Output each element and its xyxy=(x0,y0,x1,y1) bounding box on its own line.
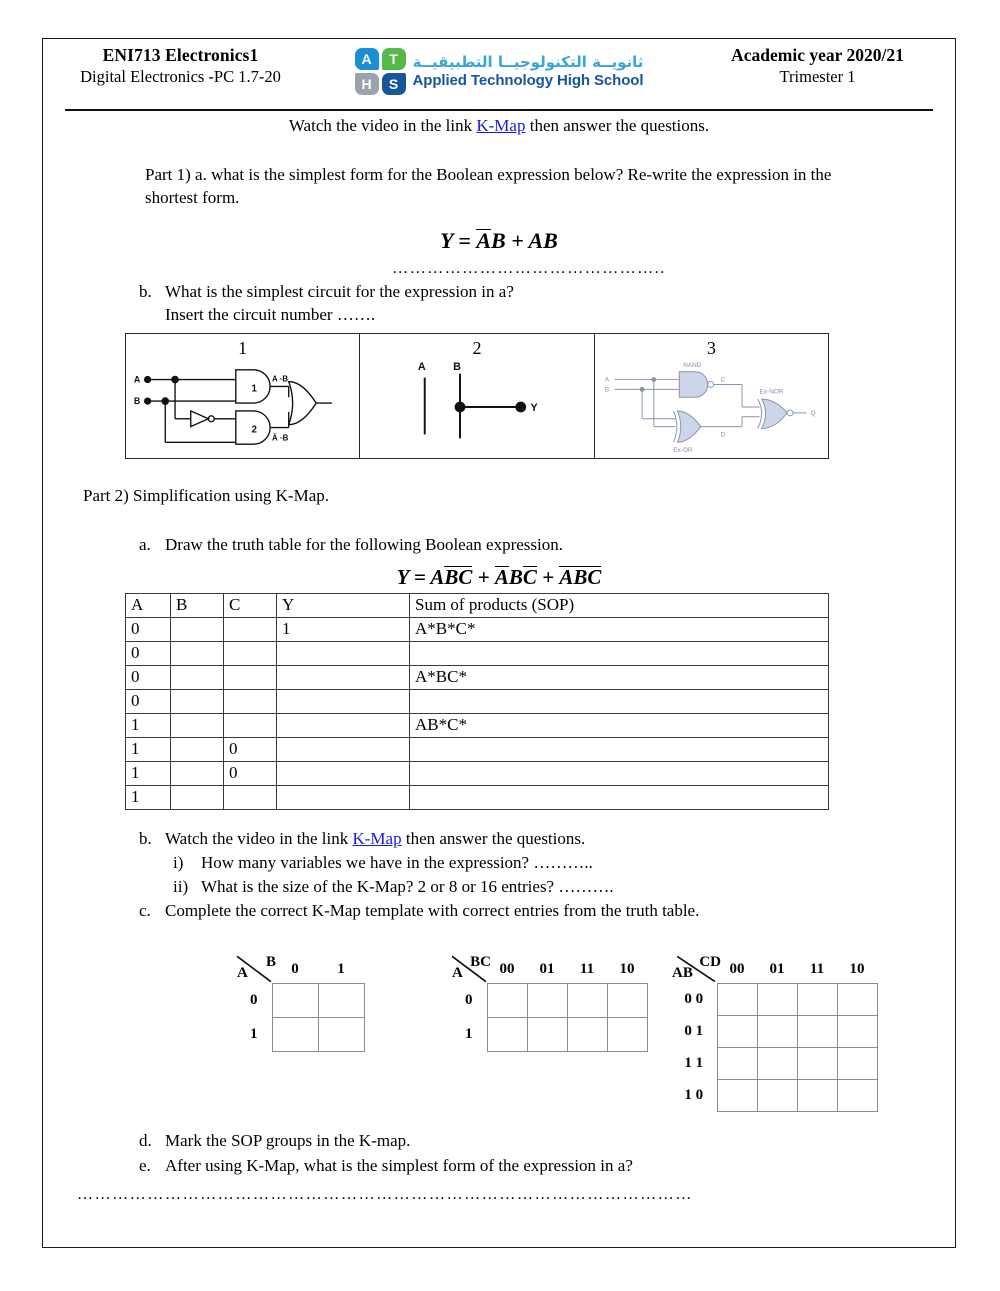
document-body xyxy=(43,115,955,1206)
circuit-2-input-b: B xyxy=(453,360,462,373)
kmap-4var-row-11: 1 1 xyxy=(671,1047,717,1079)
kmap-4var-col-10: 10 xyxy=(837,955,877,983)
cell-b[interactable] xyxy=(171,642,224,666)
kmap-4var-cell[interactable] xyxy=(837,1047,877,1079)
part1-insert-number: Insert the circuit number ……. xyxy=(165,305,376,325)
kmap-2var[interactable] xyxy=(236,955,365,1052)
circuit-options-table xyxy=(125,333,829,459)
cell-sop[interactable] xyxy=(410,689,829,713)
document-page xyxy=(42,38,956,1248)
part2-item-d xyxy=(61,1130,937,1153)
part2-item-b-i xyxy=(61,852,937,875)
cell-b[interactable] xyxy=(171,713,224,737)
cell-c[interactable] xyxy=(224,785,277,809)
kmap-3var-col-00: 00 xyxy=(487,955,527,983)
circuit-3-exnor-label: Ex-NOR xyxy=(759,388,784,396)
part2-item-b-ii-marker: ii) xyxy=(173,876,189,896)
kmap-2var-grid[interactable] xyxy=(236,955,365,1052)
kmap-3var-col-var: BC xyxy=(470,954,491,971)
part2-item-b-ii xyxy=(61,876,937,899)
table-row[interactable] xyxy=(126,737,829,761)
kmap-2var-cell[interactable] xyxy=(272,983,318,1017)
kmap-3var-col-10: 10 xyxy=(607,955,647,983)
kmap-2var-cell[interactable] xyxy=(318,983,364,1017)
kmap-4var-cell[interactable] xyxy=(797,983,837,1015)
kmap-4var-cell[interactable] xyxy=(757,983,797,1015)
intro-before-link: Watch the video in the link xyxy=(288,116,477,135)
kmap-2var-col-0: 0 xyxy=(272,955,318,983)
truth-table-col-y: Y xyxy=(277,594,410,618)
kmap-4var-cell[interactable] xyxy=(837,1015,877,1047)
kmap-3var-col-01: 01 xyxy=(527,955,567,983)
kmap-2var-cell[interactable] xyxy=(272,1017,318,1051)
cell-sop[interactable]: A*BC* xyxy=(410,666,829,690)
equation-term1-bar: A xyxy=(476,227,492,253)
table-row[interactable] xyxy=(126,642,829,666)
kmap-templates xyxy=(61,949,937,1114)
part2-item-b-marker: b. xyxy=(139,828,152,848)
logo-square-s: S xyxy=(382,73,406,95)
kmap-2var-row-1: 1 xyxy=(236,1017,272,1051)
truth-table xyxy=(125,593,829,809)
header-right xyxy=(680,45,955,88)
part2-item-d-marker: d. xyxy=(139,1131,152,1151)
kmap-4var-cell[interactable] xyxy=(757,1047,797,1079)
kmap-3var-cell[interactable] xyxy=(607,983,647,1017)
kmap-4var-row-00: 0 0 xyxy=(671,983,717,1015)
logo-text xyxy=(413,54,644,89)
part2-equation: Y = ABC + ABC + ABC xyxy=(396,564,602,589)
school-logo xyxy=(355,48,644,95)
part2-item-a-text: Draw the truth table for the following Boolean expression. xyxy=(165,534,563,554)
table-row[interactable] xyxy=(126,666,829,690)
kmap-3var-cell[interactable] xyxy=(527,1017,567,1051)
cell-sop[interactable] xyxy=(410,737,829,761)
cell-b[interactable] xyxy=(171,737,224,761)
kmap-3var-cell[interactable] xyxy=(607,1017,647,1051)
circuit-1-gate-1-label: 1 xyxy=(251,383,257,395)
cell-b[interactable] xyxy=(171,785,224,809)
header-left xyxy=(43,45,318,88)
cell-sop[interactable] xyxy=(410,642,829,666)
part2-item-b-ii-text: What is the size of the K-Map? 2 or 8 or 16 entries? ………. xyxy=(201,876,614,896)
cell-a[interactable]: 1 xyxy=(126,785,171,809)
final-answer-dots: …………………………………………………………………………………………… xyxy=(77,1186,693,1204)
truth-table-header-row xyxy=(126,594,829,618)
header-divider xyxy=(65,109,933,111)
kmap-4var-cell[interactable] xyxy=(837,983,877,1015)
kmap-4var-col-11: 11 xyxy=(797,955,837,983)
cell-c[interactable] xyxy=(224,642,277,666)
kmap-4var-corner xyxy=(671,954,721,983)
circuit-option-3[interactable] xyxy=(595,334,828,458)
circuit-3-nand-label: NAND xyxy=(682,361,701,369)
circuit-1-out-bottom-label: A̅ ▫B xyxy=(272,433,289,443)
table-row[interactable] xyxy=(126,618,829,642)
equation-term1-rest: B xyxy=(491,227,506,253)
kmap-4var-row-var: AB xyxy=(672,965,693,982)
part1-item-b-text: What is the simplest circuit for the expression in a? xyxy=(165,282,514,302)
kmap-3var-row-1: 1 xyxy=(451,1017,487,1051)
kmap-3var-col-11: 11 xyxy=(567,955,607,983)
part2-item-c-text: Complete the correct K-Map template with correct entries from the truth table. xyxy=(165,901,700,921)
cell-b[interactable] xyxy=(171,666,224,690)
circuit-2-input-a: A xyxy=(418,360,426,373)
equation-plus: + xyxy=(505,227,529,253)
table-row[interactable] xyxy=(126,689,829,713)
logo-arabic-name: ثانويــة التكنولوجيــا التطبيقيــة xyxy=(412,53,644,72)
kmap-4var-cell[interactable] xyxy=(797,1079,837,1111)
cell-y[interactable] xyxy=(277,689,410,713)
academic-year: Academic year 2020/21 xyxy=(731,45,904,65)
equation-term2: AB xyxy=(528,227,558,253)
kmap-4var-cell[interactable] xyxy=(717,1047,757,1079)
cell-c[interactable] xyxy=(224,618,277,642)
circuit-option-1[interactable] xyxy=(126,334,360,458)
part2-item-e-marker: e. xyxy=(139,1156,151,1176)
circuit-3-exor-label: Ex-OR xyxy=(673,447,693,455)
kmap-4var-cell[interactable] xyxy=(837,1079,877,1111)
kmap-4var-cell[interactable] xyxy=(797,1047,837,1079)
trimester: Trimester 1 xyxy=(779,66,856,86)
cell-y[interactable] xyxy=(277,785,410,809)
document-header xyxy=(43,39,955,101)
logo-square-h: H xyxy=(355,73,379,95)
cell-b[interactable] xyxy=(171,618,224,642)
kmap-3var[interactable] xyxy=(451,955,648,1052)
kmap-4var-cell[interactable] xyxy=(757,1079,797,1111)
cell-y[interactable] xyxy=(277,737,410,761)
part2-heading: Part 2) Simplification using K-Map. xyxy=(83,485,330,505)
kmap-4var-col-01: 01 xyxy=(757,955,797,983)
kmap-4var-row-10: 1 0 xyxy=(671,1079,717,1111)
logo-squares xyxy=(355,48,406,95)
course-code-title: ENI713 Electronics1 xyxy=(102,45,259,65)
cell-sop[interactable]: A*B*C* xyxy=(410,618,829,642)
cell-sop[interactable] xyxy=(410,785,829,809)
truth-table-col-c: C xyxy=(224,594,277,618)
cell-a[interactable]: 0 xyxy=(126,618,171,642)
circuit-1-diagram xyxy=(126,358,359,456)
cell-a[interactable]: 0 xyxy=(126,689,171,713)
part2-item-b xyxy=(61,828,937,851)
part1-item-b xyxy=(61,281,937,304)
part2-item-b-before-link: Watch the video in the link xyxy=(165,828,353,848)
kmap-4var[interactable] xyxy=(671,955,878,1112)
logo-square-a: A xyxy=(355,48,379,70)
truth-table-col-a: A xyxy=(126,594,171,618)
cell-a[interactable]: 0 xyxy=(126,642,171,666)
part2-item-b-i-text: How many variables we have in the expression? ……….. xyxy=(201,852,593,872)
kmap-3var-cell[interactable] xyxy=(567,983,607,1017)
cell-b[interactable] xyxy=(171,689,224,713)
part1-equation xyxy=(61,226,937,256)
kmap-2var-col-1: 1 xyxy=(318,955,364,983)
part2-item-a-marker: a. xyxy=(139,534,151,554)
circuit-1-number: 1 xyxy=(238,337,248,358)
kmap-3var-corner xyxy=(451,954,491,983)
part1-heading: Part 1) a. what is the simplest form for the Boolean expression below? Re-write the expression in the shortest form. xyxy=(145,164,832,207)
part1-answer-dots: ……………………………………….. xyxy=(392,259,666,277)
part2-item-b-after-link: then answer the questions. xyxy=(401,828,586,848)
kmap-2var-corner xyxy=(236,954,276,983)
kmap-4var-cell[interactable] xyxy=(717,1015,757,1047)
kmap-4var-cell[interactable] xyxy=(797,1015,837,1047)
part2-item-e-text: After using K-Map, what is the simplest form of the expression in a? xyxy=(165,1156,633,1176)
circuit-3-diagram xyxy=(595,358,828,456)
intro-line xyxy=(61,115,937,138)
circuit-2-number: 2 xyxy=(472,337,482,358)
part1-item-b-marker: b. xyxy=(139,282,152,302)
kmap-4var-row-01: 0 1 xyxy=(671,1015,717,1047)
cell-c[interactable]: 0 xyxy=(224,737,277,761)
cell-a[interactable]: 1 xyxy=(126,761,171,785)
kmap-link-part2[interactable]: K-Map xyxy=(352,828,402,848)
circuit-3-node-d: D xyxy=(720,431,725,439)
kmap-4var-col-var: CD xyxy=(699,954,721,971)
cell-sop[interactable]: AB*C* xyxy=(410,713,829,737)
kmap-3var-row-var: A xyxy=(452,965,463,982)
cell-a[interactable]: 0 xyxy=(126,666,171,690)
kmap-2var-col-var: B xyxy=(265,954,276,971)
cell-c[interactable] xyxy=(224,666,277,690)
kmap-4var-cell[interactable] xyxy=(717,983,757,1015)
circuit-3-number: 3 xyxy=(706,337,716,358)
course-subtitle: Digital Electronics -PC 1.7-20 xyxy=(80,66,281,86)
truth-table-col-sop: Sum of products (SOP) xyxy=(410,594,829,618)
cell-a[interactable]: 1 xyxy=(126,737,171,761)
circuit-3-input-b: B xyxy=(604,386,609,394)
intro-after-link: then answer the questions. xyxy=(525,116,710,135)
circuit-1-out-top-label: A ▫B xyxy=(272,374,289,384)
tt-eq-lhs: Y = xyxy=(396,564,431,589)
circuit-1-input-a: A xyxy=(133,374,141,385)
header-logo-area xyxy=(318,45,680,95)
cell-y[interactable] xyxy=(277,666,410,690)
cell-c[interactable] xyxy=(224,689,277,713)
truth-table-col-b: B xyxy=(171,594,224,618)
circuit-3-input-a: A xyxy=(604,376,609,384)
equation-lhs: Y = xyxy=(440,227,477,253)
cell-a[interactable]: 1 xyxy=(126,713,171,737)
part2-item-e xyxy=(61,1155,937,1178)
cell-y[interactable] xyxy=(277,642,410,666)
cell-y[interactable] xyxy=(277,713,410,737)
kmap-4var-grid[interactable] xyxy=(671,955,878,1112)
kmap-4var-cell[interactable] xyxy=(717,1079,757,1111)
kmap-3var-cell[interactable] xyxy=(487,1017,527,1051)
kmap-3var-row-0: 0 xyxy=(451,983,487,1017)
cell-sop[interactable] xyxy=(410,761,829,785)
circuit-3-node-c: C xyxy=(720,376,725,384)
cell-b[interactable] xyxy=(171,761,224,785)
part2-item-b-i-marker: i) xyxy=(173,852,184,872)
part2-item-d-text: Mark the SOP groups in the K-map. xyxy=(165,1131,411,1151)
logo-square-t: T xyxy=(382,48,406,70)
cell-y[interactable]: 1 xyxy=(277,618,410,642)
kmap-2var-cell[interactable] xyxy=(318,1017,364,1051)
kmap-4var-col-00: 00 xyxy=(717,955,757,983)
circuit-option-2[interactable] xyxy=(360,334,594,458)
cell-c[interactable] xyxy=(224,713,277,737)
circuit-1-gate-2-label: 2 xyxy=(251,424,257,436)
kmap-2var-row-var: A xyxy=(237,965,248,982)
table-row[interactable] xyxy=(126,713,829,737)
part2-item-c xyxy=(61,900,937,923)
circuit-1-input-b: B xyxy=(133,396,141,407)
kmap-link-top[interactable]: K-Map xyxy=(476,116,526,135)
part2-item-c-marker: c. xyxy=(139,901,151,921)
cell-c[interactable]: 0 xyxy=(224,761,277,785)
cell-y[interactable] xyxy=(277,761,410,785)
kmap-4var-cell[interactable] xyxy=(757,1015,797,1047)
circuit-2-output-y: Y xyxy=(530,401,539,414)
kmap-3var-cell[interactable] xyxy=(527,983,567,1017)
kmap-3var-cell[interactable] xyxy=(567,1017,607,1051)
logo-english-name: Applied Technology High School xyxy=(412,71,644,89)
circuit-3-output-q: Q xyxy=(810,409,816,417)
kmap-2var-row-0: 0 xyxy=(236,983,272,1017)
table-row[interactable] xyxy=(126,785,829,809)
kmap-3var-cell[interactable] xyxy=(487,983,527,1017)
part2-item-a xyxy=(61,534,937,557)
circuit-2-diagram xyxy=(360,358,593,456)
table-row[interactable] xyxy=(126,761,829,785)
kmap-3var-grid[interactable] xyxy=(451,955,648,1052)
